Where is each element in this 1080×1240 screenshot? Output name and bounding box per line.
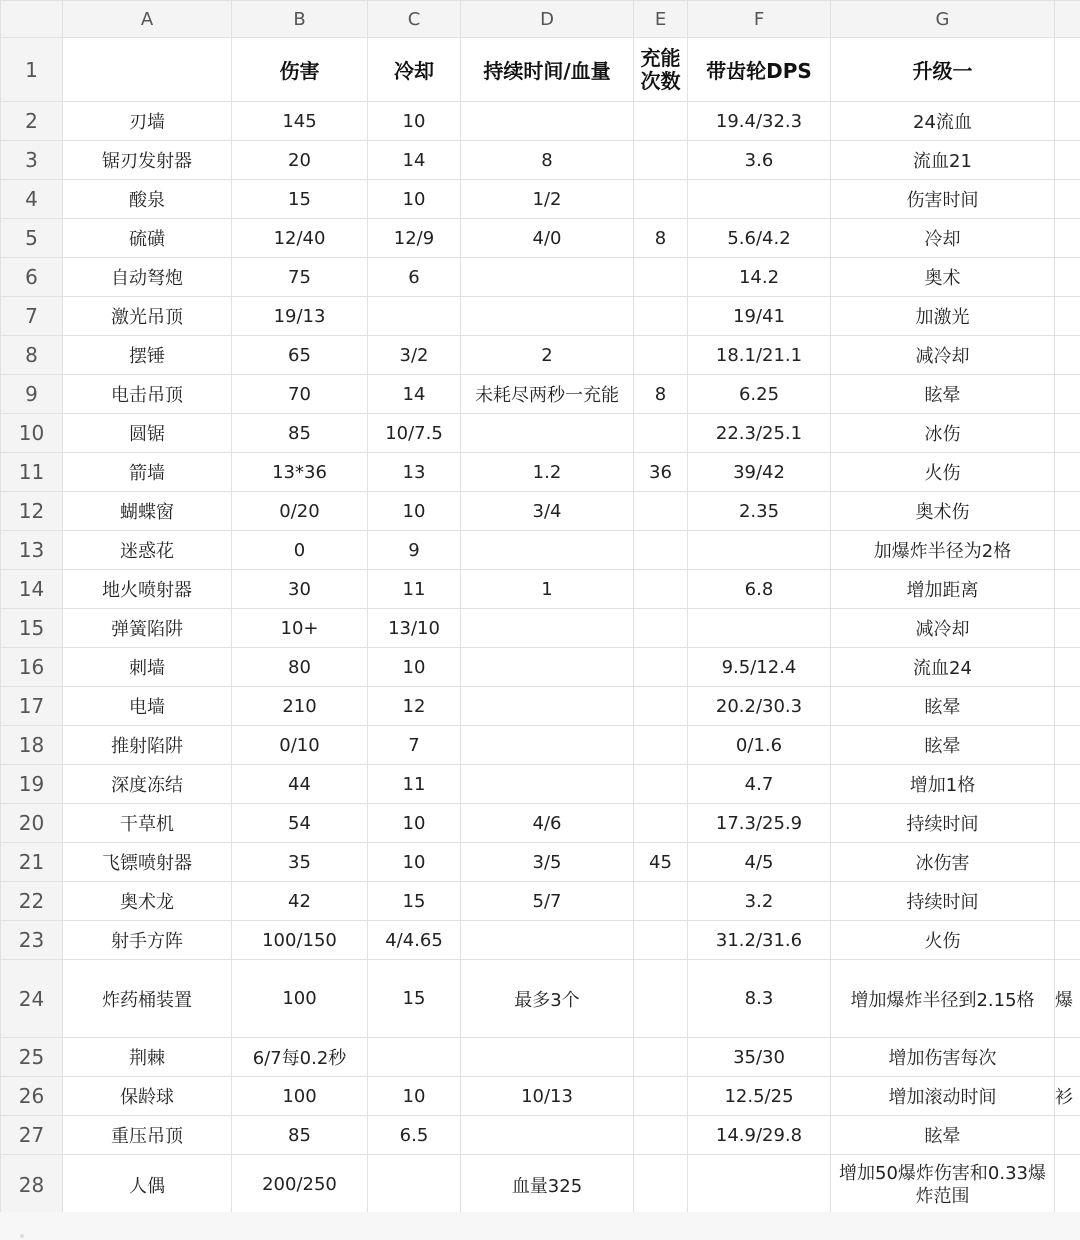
cell-f4[interactable] <box>688 180 831 219</box>
cell-a27[interactable]: 重压吊顶 <box>63 1116 232 1155</box>
cell-c7[interactable] <box>368 297 461 336</box>
cell-a10[interactable]: 圆锯 <box>63 414 232 453</box>
cell-d12[interactable]: 3/4 <box>461 492 634 531</box>
column-header-d[interactable]: D <box>461 1 634 38</box>
cell-h12[interactable] <box>1055 492 1080 531</box>
cell-b12[interactable]: 0/20 <box>232 492 368 531</box>
scroll-dot <box>20 1234 24 1238</box>
table-row <box>1 804 1080 843</box>
row-header[interactable]: 10 <box>1 414 63 453</box>
cell-c18[interactable]: 7 <box>368 726 461 765</box>
cell-h9[interactable] <box>1055 375 1080 414</box>
row-header[interactable]: 23 <box>1 921 63 960</box>
table-row <box>1 180 1080 219</box>
cell-f22[interactable]: 3.2 <box>688 882 831 921</box>
cell-g11[interactable]: 火伤 <box>831 453 1055 492</box>
cell-f28[interactable] <box>688 1155 831 1215</box>
cell-e25[interactable] <box>634 1038 688 1077</box>
cell-a14[interactable]: 地火喷射器 <box>63 570 232 609</box>
cell-d2[interactable] <box>461 102 634 141</box>
cell-b7[interactable]: 19/13 <box>232 297 368 336</box>
cell-g21[interactable]: 冰伤害 <box>831 843 1055 882</box>
row-header[interactable]: 12 <box>1 492 63 531</box>
cell-h19[interactable] <box>1055 765 1080 804</box>
cell-f20[interactable]: 17.3/25.9 <box>688 804 831 843</box>
cell-c5[interactable]: 12/9 <box>368 219 461 258</box>
cell-e22[interactable] <box>634 882 688 921</box>
cell-d26[interactable]: 10/13 <box>461 1077 634 1116</box>
cell-g27[interactable]: 眩晕 <box>831 1116 1055 1155</box>
cell-a4[interactable]: 酸泉 <box>63 180 232 219</box>
cell-e10[interactable] <box>634 414 688 453</box>
table-row <box>1 1155 1080 1215</box>
cell-b3[interactable]: 20 <box>232 141 368 180</box>
cell-b25[interactable]: 6/7每0.2秒 <box>232 1038 368 1077</box>
cell-e27[interactable] <box>634 1116 688 1155</box>
cell-g19[interactable]: 增加1格 <box>831 765 1055 804</box>
cell-c19[interactable]: 11 <box>368 765 461 804</box>
cell-h28[interactable] <box>1055 1155 1080 1215</box>
table-row <box>1 687 1080 726</box>
cell-d28[interactable]: 血量325 <box>461 1155 634 1215</box>
cell-g18[interactable]: 眩晕 <box>831 726 1055 765</box>
cell-h18[interactable] <box>1055 726 1080 765</box>
table-row <box>1 843 1080 882</box>
cell-f25[interactable]: 35/30 <box>688 1038 831 1077</box>
cell-b5[interactable]: 12/40 <box>232 219 368 258</box>
cell-h20[interactable] <box>1055 804 1080 843</box>
cell-f10[interactable]: 22.3/25.1 <box>688 414 831 453</box>
cell-a8[interactable]: 摆锤 <box>63 336 232 375</box>
column-header-e[interactable]: E <box>634 1 688 38</box>
cell-c22[interactable]: 15 <box>368 882 461 921</box>
cell-h26[interactable]: 衫 <box>1055 1077 1080 1116</box>
cell-a11[interactable]: 箭墙 <box>63 453 232 492</box>
row-header[interactable]: 4 <box>1 180 63 219</box>
row-header[interactable]: 20 <box>1 804 63 843</box>
cell-b20[interactable]: 54 <box>232 804 368 843</box>
table-row <box>1 921 1080 960</box>
column-header-h[interactable] <box>1055 1 1080 38</box>
cell-g6[interactable]: 奥术 <box>831 258 1055 297</box>
row-header[interactable]: 9 <box>1 375 63 414</box>
cell-a22[interactable]: 奥术龙 <box>63 882 232 921</box>
cell-c2[interactable]: 10 <box>368 102 461 141</box>
cell-g22[interactable]: 持续时间 <box>831 882 1055 921</box>
row-header[interactable]: 25 <box>1 1038 63 1077</box>
column-header-g[interactable]: G <box>831 1 1055 38</box>
cell-a7[interactable]: 激光吊顶 <box>63 297 232 336</box>
row-header[interactable]: 14 <box>1 570 63 609</box>
cell-a3[interactable]: 锯刃发射器 <box>63 141 232 180</box>
select-all-corner[interactable] <box>1 1 63 38</box>
cell-a26[interactable]: 保龄球 <box>63 1077 232 1116</box>
cell-e23[interactable] <box>634 921 688 960</box>
cell-c12[interactable]: 10 <box>368 492 461 531</box>
cell-e4[interactable] <box>634 180 688 219</box>
cell-g13[interactable]: 加爆炸半径为2格 <box>831 531 1055 570</box>
cell-g23[interactable]: 火伤 <box>831 921 1055 960</box>
cell-c11[interactable]: 13 <box>368 453 461 492</box>
cell-h24[interactable]: 爆 <box>1055 960 1080 1038</box>
table-row <box>1 492 1080 531</box>
cell-e9[interactable]: 8 <box>634 375 688 414</box>
cell-b14[interactable]: 30 <box>232 570 368 609</box>
column-header-row <box>1 1 1080 38</box>
cell-b1[interactable]: 伤害 <box>232 38 368 102</box>
table-row <box>1 882 1080 921</box>
cell-e11[interactable]: 36 <box>634 453 688 492</box>
cell-h8[interactable] <box>1055 336 1080 375</box>
cell-f27[interactable]: 14.9/29.8 <box>688 1116 831 1155</box>
row-header[interactable]: 16 <box>1 648 63 687</box>
cell-d19[interactable] <box>461 765 634 804</box>
table-row <box>1 960 1080 1038</box>
cell-b26[interactable]: 100 <box>232 1077 368 1116</box>
cell-e19[interactable] <box>634 765 688 804</box>
cell-c4[interactable]: 10 <box>368 180 461 219</box>
cell-c28[interactable] <box>368 1155 461 1215</box>
cell-c10[interactable]: 10/7.5 <box>368 414 461 453</box>
table-row <box>1 1077 1080 1116</box>
cell-a24[interactable]: 炸药桶装置 <box>63 960 232 1038</box>
row-header[interactable]: 5 <box>1 219 63 258</box>
table-row <box>1 258 1080 297</box>
cell-f24[interactable]: 8.3 <box>688 960 831 1038</box>
cell-f9[interactable]: 6.25 <box>688 375 831 414</box>
cell-a19[interactable]: 深度冻结 <box>63 765 232 804</box>
cell-d27[interactable] <box>461 1116 634 1155</box>
cell-h15[interactable] <box>1055 609 1080 648</box>
cell-g10[interactable]: 冰伤 <box>831 414 1055 453</box>
cell-e26[interactable] <box>634 1077 688 1116</box>
cell-c1[interactable]: 冷却 <box>368 38 461 102</box>
cell-b6[interactable]: 75 <box>232 258 368 297</box>
cell-c26[interactable]: 10 <box>368 1077 461 1116</box>
cell-h22[interactable] <box>1055 882 1080 921</box>
cell-g25[interactable]: 增加伤害每次 <box>831 1038 1055 1077</box>
cell-f21[interactable]: 4/5 <box>688 843 831 882</box>
row-header[interactable]: 7 <box>1 297 63 336</box>
cell-f3[interactable]: 3.6 <box>688 141 831 180</box>
cell-a28[interactable]: 人偶 <box>63 1155 232 1215</box>
row-header[interactable]: 19 <box>1 765 63 804</box>
table-row <box>1 297 1080 336</box>
column-header-b[interactable]: B <box>232 1 368 38</box>
cell-d24[interactable]: 最多3个 <box>461 960 634 1038</box>
cell-e3[interactable] <box>634 141 688 180</box>
cell-d8[interactable]: 2 <box>461 336 634 375</box>
cell-g15[interactable]: 减冷却 <box>831 609 1055 648</box>
cell-d1[interactable]: 持续时间/血量 <box>461 38 634 102</box>
cell-c23[interactable]: 4/4.65 <box>368 921 461 960</box>
cell-a6[interactable]: 自动弩炮 <box>63 258 232 297</box>
cell-e17[interactable] <box>634 687 688 726</box>
cell-e24[interactable] <box>634 960 688 1038</box>
table-row <box>1 453 1080 492</box>
cell-e21[interactable]: 45 <box>634 843 688 882</box>
cell-d17[interactable] <box>461 687 634 726</box>
cell-f13[interactable] <box>688 531 831 570</box>
cell-d14[interactable]: 1 <box>461 570 634 609</box>
cell-d7[interactable] <box>461 297 634 336</box>
cell-f11[interactable]: 39/42 <box>688 453 831 492</box>
cell-c21[interactable]: 10 <box>368 843 461 882</box>
cell-h25[interactable] <box>1055 1038 1080 1077</box>
cell-f14[interactable]: 6.8 <box>688 570 831 609</box>
cell-g16[interactable]: 流血24 <box>831 648 1055 687</box>
cell-b22[interactable]: 42 <box>232 882 368 921</box>
cell-b2[interactable]: 145 <box>232 102 368 141</box>
cell-h1[interactable] <box>1055 38 1080 102</box>
row-header[interactable]: 13 <box>1 531 63 570</box>
cell-h14[interactable] <box>1055 570 1080 609</box>
table-row <box>1 414 1080 453</box>
cell-g17[interactable]: 眩晕 <box>831 687 1055 726</box>
table-row <box>1 336 1080 375</box>
cell-e20[interactable] <box>634 804 688 843</box>
cell-d22[interactable]: 5/7 <box>461 882 634 921</box>
cell-b17[interactable]: 210 <box>232 687 368 726</box>
cell-g5[interactable]: 冷却 <box>831 219 1055 258</box>
cell-g26[interactable]: 增加滚动时间 <box>831 1077 1055 1116</box>
cell-d25[interactable] <box>461 1038 634 1077</box>
cell-g20[interactable]: 持续时间 <box>831 804 1055 843</box>
cell-f12[interactable]: 2.35 <box>688 492 831 531</box>
cell-d10[interactable] <box>461 414 634 453</box>
cell-d5[interactable]: 4/0 <box>461 219 634 258</box>
cell-f15[interactable] <box>688 609 831 648</box>
cell-h6[interactable] <box>1055 258 1080 297</box>
cell-e5[interactable]: 8 <box>634 219 688 258</box>
cell-f23[interactable]: 31.2/31.6 <box>688 921 831 960</box>
cell-b8[interactable]: 65 <box>232 336 368 375</box>
cell-b4[interactable]: 15 <box>232 180 368 219</box>
cell-e13[interactable] <box>634 531 688 570</box>
cell-d11[interactable]: 1.2 <box>461 453 634 492</box>
cell-b11[interactable]: 13*36 <box>232 453 368 492</box>
cell-g1[interactable]: 升级一 <box>831 38 1055 102</box>
cell-h2[interactable] <box>1055 102 1080 141</box>
cell-a15[interactable]: 弹簧陷阱 <box>63 609 232 648</box>
cell-g14[interactable]: 增加距离 <box>831 570 1055 609</box>
table-row <box>1 141 1080 180</box>
cell-d18[interactable] <box>461 726 634 765</box>
cell-h27[interactable] <box>1055 1116 1080 1155</box>
row-header[interactable]: 3 <box>1 141 63 180</box>
cell-g3[interactable]: 流血21 <box>831 141 1055 180</box>
cell-h11[interactable] <box>1055 453 1080 492</box>
cell-a20[interactable]: 干草机 <box>63 804 232 843</box>
cell-g9[interactable]: 眩晕 <box>831 375 1055 414</box>
table-row <box>1 1116 1080 1155</box>
cell-h13[interactable] <box>1055 531 1080 570</box>
cell-c16[interactable]: 10 <box>368 648 461 687</box>
cell-d23[interactable] <box>461 921 634 960</box>
cell-b23[interactable]: 100/150 <box>232 921 368 960</box>
cell-d15[interactable] <box>461 609 634 648</box>
cell-a18[interactable]: 推射陷阱 <box>63 726 232 765</box>
cell-f16[interactable]: 9.5/12.4 <box>688 648 831 687</box>
cell-c25[interactable] <box>368 1038 461 1077</box>
table-row <box>1 609 1080 648</box>
cell-a13[interactable]: 迷惑花 <box>63 531 232 570</box>
row-header[interactable]: 6 <box>1 258 63 297</box>
cell-d13[interactable] <box>461 531 634 570</box>
cell-e18[interactable] <box>634 726 688 765</box>
cell-d3[interactable]: 8 <box>461 141 634 180</box>
cell-f26[interactable]: 12.5/25 <box>688 1077 831 1116</box>
cell-g12[interactable]: 奥术伤 <box>831 492 1055 531</box>
cell-g4[interactable]: 伤害时间 <box>831 180 1055 219</box>
row-header[interactable]: 27 <box>1 1116 63 1155</box>
cell-d21[interactable]: 3/5 <box>461 843 634 882</box>
cell-f1[interactable]: 带齿轮DPS <box>688 38 831 102</box>
row-header[interactable]: 21 <box>1 843 63 882</box>
cell-e7[interactable] <box>634 297 688 336</box>
cell-h5[interactable] <box>1055 219 1080 258</box>
cell-h17[interactable] <box>1055 687 1080 726</box>
cell-f2[interactable]: 19.4/32.3 <box>688 102 831 141</box>
row-header[interactable]: 24 <box>1 960 63 1038</box>
cell-f19[interactable]: 4.7 <box>688 765 831 804</box>
column-header-c[interactable]: C <box>368 1 461 38</box>
cell-g2[interactable]: 24流血 <box>831 102 1055 141</box>
cell-d4[interactable]: 1/2 <box>461 180 634 219</box>
cell-e8[interactable] <box>634 336 688 375</box>
row-header[interactable]: 28 <box>1 1155 63 1215</box>
cell-b18[interactable]: 0/10 <box>232 726 368 765</box>
cell-c14[interactable]: 11 <box>368 570 461 609</box>
cell-b24[interactable]: 100 <box>232 960 368 1038</box>
table-row <box>1 219 1080 258</box>
cell-a25[interactable]: 荆棘 <box>63 1038 232 1077</box>
cell-g8[interactable]: 减冷却 <box>831 336 1055 375</box>
table-row <box>1 102 1080 141</box>
cell-g28[interactable]: 增加50爆炸伤害和0.33爆炸范围 <box>831 1155 1055 1215</box>
cell-d16[interactable] <box>461 648 634 687</box>
column-header-f[interactable]: F <box>688 1 831 38</box>
cell-b27[interactable]: 85 <box>232 1116 368 1155</box>
cell-h3[interactable] <box>1055 141 1080 180</box>
row-header[interactable]: 8 <box>1 336 63 375</box>
cell-c13[interactable]: 9 <box>368 531 461 570</box>
cell-f18[interactable]: 0/1.6 <box>688 726 831 765</box>
cell-f6[interactable]: 14.2 <box>688 258 831 297</box>
cell-c15[interactable]: 13/10 <box>368 609 461 648</box>
cell-a1[interactable] <box>63 38 232 102</box>
table-row <box>1 38 1080 102</box>
cell-e15[interactable] <box>634 609 688 648</box>
row-header[interactable]: 18 <box>1 726 63 765</box>
cell-h21[interactable] <box>1055 843 1080 882</box>
cell-c6[interactable]: 6 <box>368 258 461 297</box>
row-header[interactable]: 22 <box>1 882 63 921</box>
row-header[interactable]: 1 <box>1 38 63 102</box>
cell-a2[interactable]: 刃墙 <box>63 102 232 141</box>
cell-e2[interactable] <box>634 102 688 141</box>
cell-a5[interactable]: 硫磺 <box>63 219 232 258</box>
cell-a12[interactable]: 蝴蝶窗 <box>63 492 232 531</box>
cell-e16[interactable] <box>634 648 688 687</box>
cell-b16[interactable]: 80 <box>232 648 368 687</box>
cell-g24[interactable]: 增加爆炸半径到2.15格 <box>831 960 1055 1038</box>
row-header[interactable]: 11 <box>1 453 63 492</box>
cell-f8[interactable]: 18.1/21.1 <box>688 336 831 375</box>
cell-d6[interactable] <box>461 258 634 297</box>
cell-b15[interactable]: 10+ <box>232 609 368 648</box>
table-row <box>1 531 1080 570</box>
cell-a17[interactable]: 电墙 <box>63 687 232 726</box>
table-row <box>1 726 1080 765</box>
cell-e28[interactable] <box>634 1155 688 1215</box>
row-header[interactable]: 17 <box>1 687 63 726</box>
cell-b28[interactable]: 200/250 <box>232 1155 368 1215</box>
cell-b10[interactable]: 85 <box>232 414 368 453</box>
cell-g7[interactable]: 加激光 <box>831 297 1055 336</box>
table-row <box>1 1038 1080 1077</box>
cell-c17[interactable]: 12 <box>368 687 461 726</box>
cell-b19[interactable]: 44 <box>232 765 368 804</box>
cell-f7[interactable]: 19/41 <box>688 297 831 336</box>
table-row <box>1 648 1080 687</box>
cell-h16[interactable] <box>1055 648 1080 687</box>
cell-h10[interactable] <box>1055 414 1080 453</box>
table-row <box>1 375 1080 414</box>
table-row <box>1 765 1080 804</box>
cell-h4[interactable] <box>1055 180 1080 219</box>
table-row <box>1 570 1080 609</box>
cell-f17[interactable]: 20.2/30.3 <box>688 687 831 726</box>
row-header[interactable]: 2 <box>1 102 63 141</box>
cell-c8[interactable]: 3/2 <box>368 336 461 375</box>
row-header[interactable]: 26 <box>1 1077 63 1116</box>
cell-d20[interactable]: 4/6 <box>461 804 634 843</box>
cell-e12[interactable] <box>634 492 688 531</box>
cell-e14[interactable] <box>634 570 688 609</box>
cell-d9[interactable]: 未耗尽两秒一充能 <box>461 375 634 414</box>
cell-c24[interactable]: 15 <box>368 960 461 1038</box>
cell-b13[interactable]: 0 <box>232 531 368 570</box>
cell-c20[interactable]: 10 <box>368 804 461 843</box>
cell-e1[interactable]: 充能次数 <box>634 38 688 102</box>
cell-b21[interactable]: 35 <box>232 843 368 882</box>
cell-h7[interactable] <box>1055 297 1080 336</box>
cell-b9[interactable]: 70 <box>232 375 368 414</box>
cell-a23[interactable]: 射手方阵 <box>63 921 232 960</box>
cell-a21[interactable]: 飞镖喷射器 <box>63 843 232 882</box>
row-header[interactable]: 15 <box>1 609 63 648</box>
cell-e6[interactable] <box>634 258 688 297</box>
column-header-a[interactable]: A <box>63 1 232 38</box>
cell-c3[interactable]: 14 <box>368 141 461 180</box>
bottom-edge <box>0 1212 1080 1240</box>
cell-f5[interactable]: 5.6/4.2 <box>688 219 831 258</box>
cell-a16[interactable]: 刺墙 <box>63 648 232 687</box>
cell-a9[interactable]: 电击吊顶 <box>63 375 232 414</box>
cell-c27[interactable]: 6.5 <box>368 1116 461 1155</box>
cell-h23[interactable] <box>1055 921 1080 960</box>
cell-c9[interactable]: 14 <box>368 375 461 414</box>
